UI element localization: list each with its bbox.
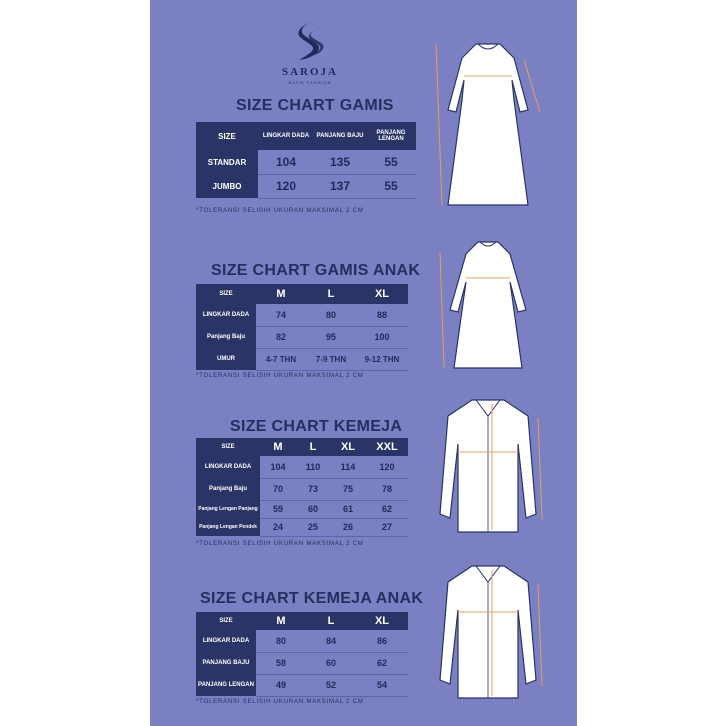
table-cell: 26 xyxy=(330,518,366,536)
tolerance-note: *TOLERANSI SELISIH UKURAN MAKSIMAL 2 CM xyxy=(196,541,364,547)
kemeja-shirt-icon xyxy=(432,394,544,538)
row-label: PANJANG LENGAN xyxy=(196,674,256,696)
table-cell: 55 xyxy=(366,150,416,174)
table-cell: 78 xyxy=(366,478,408,500)
size-table-kemeja-anak xyxy=(196,612,408,697)
column-header: SIZE xyxy=(196,284,256,304)
kemeja-anak-shirt-icon xyxy=(432,560,544,704)
row-label: Panjang Lengan Pendek xyxy=(196,518,260,536)
table-cell: 27 xyxy=(366,518,408,536)
column-header: SIZE xyxy=(196,438,260,456)
column-header: M xyxy=(256,612,306,630)
column-header: XL xyxy=(356,612,408,630)
table-title-kemeja-anak: SIZE CHART KEMEJA ANAK xyxy=(200,590,424,607)
table-cell: 49 xyxy=(256,674,306,696)
table-cell: 100 xyxy=(356,326,408,348)
row-label: Panjang Baju xyxy=(196,478,260,500)
table-cell: 120 xyxy=(258,174,314,198)
table-cell: 80 xyxy=(306,304,356,326)
size-table-gamis xyxy=(196,122,416,199)
row-label: JUMBO xyxy=(196,174,258,198)
table-title-gamis-anak: SIZE CHART GAMIS ANAK xyxy=(211,262,421,279)
gamis-dress-icon xyxy=(428,40,548,210)
table-title-gamis: SIZE CHART GAMIS xyxy=(236,97,394,114)
row-label: LINGKAR DADA xyxy=(196,304,256,326)
row-label: LINGKAR DADA xyxy=(196,456,260,478)
column-header: L xyxy=(306,284,356,304)
table-title-kemeja: SIZE CHART KEMEJA xyxy=(230,418,403,435)
row-label: Panjang Baju xyxy=(196,326,256,348)
size-table-kemeja xyxy=(196,438,408,537)
table-cell: 52 xyxy=(306,674,356,696)
table-cell: 61 xyxy=(330,500,366,518)
table-cell: 25 xyxy=(296,518,330,536)
table-cell: 75 xyxy=(330,478,366,500)
table-cell: 74 xyxy=(256,304,306,326)
table-cell: 135 xyxy=(314,150,366,174)
table-cell: 54 xyxy=(356,674,408,696)
table-cell: 62 xyxy=(366,500,408,518)
size-table-gamis-anak xyxy=(196,284,408,371)
row-label: STANDAR xyxy=(196,150,258,174)
row-label: PANJANG BAJU xyxy=(196,652,256,674)
column-header: PANJANG LENGAN xyxy=(366,122,416,150)
table-cell: 59 xyxy=(260,500,296,518)
table-cell: 24 xyxy=(260,518,296,536)
tolerance-note: *TOLERANSI SELISIH UKURAN MAKSIMAL 2 CM xyxy=(196,699,364,705)
gamis-anak-dress-icon xyxy=(434,238,542,372)
column-header: SIZE xyxy=(196,612,256,630)
brand-logo-icon xyxy=(283,16,339,64)
column-header: M xyxy=(260,438,296,456)
brand-name: SAROJA xyxy=(281,66,338,78)
row-label: Panjang Lengan Panjang xyxy=(196,500,260,518)
table-cell: 7-9 THN xyxy=(306,348,356,370)
tolerance-note: *TOLERANSI SELISIH UKURAN MAKSIMAL 2 CM xyxy=(196,373,364,379)
table-cell: 114 xyxy=(330,456,366,478)
table-cell: 55 xyxy=(366,174,416,198)
table-cell: 95 xyxy=(306,326,356,348)
table-cell: 9-12 THN xyxy=(356,348,408,370)
column-header: L xyxy=(306,612,356,630)
table-cell: 62 xyxy=(356,652,408,674)
table-cell: 82 xyxy=(256,326,306,348)
table-cell: 60 xyxy=(296,500,330,518)
column-header: XL xyxy=(356,284,408,304)
row-label: LINGKAR DADA xyxy=(196,630,256,652)
column-header: L xyxy=(296,438,330,456)
table-cell: 88 xyxy=(356,304,408,326)
column-header: M xyxy=(256,284,306,304)
tolerance-note: *TOLERANSI SELISIH UKURAN MAKSIMAL 2 CM xyxy=(196,208,364,214)
column-header: PANJANG BAJU xyxy=(314,122,366,150)
table-cell: 86 xyxy=(356,630,408,652)
table-cell: 58 xyxy=(256,652,306,674)
column-header: LINGKAR DADA xyxy=(258,122,314,150)
table-cell: 104 xyxy=(260,456,296,478)
table-cell: 60 xyxy=(306,652,356,674)
table-cell: 110 xyxy=(296,456,330,478)
table-cell: 70 xyxy=(260,478,296,500)
row-label: UMUR xyxy=(196,348,256,370)
brand-tagline: BATIK FASHION xyxy=(288,80,332,85)
table-cell: 120 xyxy=(366,456,408,478)
column-header: XL xyxy=(330,438,366,456)
table-cell: 84 xyxy=(306,630,356,652)
column-header: XXL xyxy=(366,438,408,456)
column-header: SIZE xyxy=(196,122,258,150)
table-cell: 104 xyxy=(258,150,314,174)
table-cell: 80 xyxy=(256,630,306,652)
table-cell: 137 xyxy=(314,174,366,198)
table-cell: 73 xyxy=(296,478,330,500)
table-cell: 4-7 THN xyxy=(256,348,306,370)
